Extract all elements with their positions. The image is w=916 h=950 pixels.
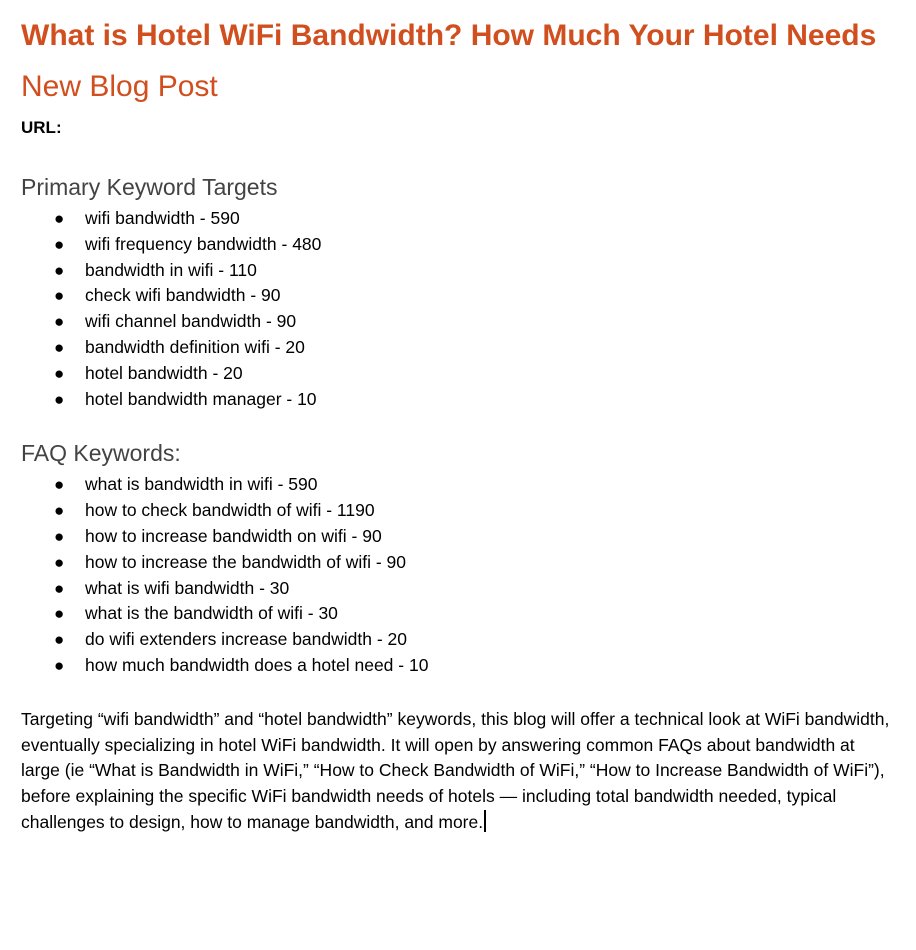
keyword-text: bandwidth definition wifi - 20 [85,336,305,357]
bullet-icon: ● [54,552,65,572]
keyword-text: wifi channel bandwidth - 90 [85,311,297,332]
list-item [21,627,901,653]
bullet-icon: ● [54,286,65,306]
bullet-icon: ● [54,234,65,254]
bullet-icon: ● [54,655,65,675]
keyword-text: bandwidth in wifi - 110 [85,259,257,280]
keyword-text: how much bandwidth does a hotel need - 10 [85,654,429,675]
summary-text: Targeting “wifi bandwidth” and “hotel bandwidth” keywords, this blog will offer a technical look at WiFi bandwidth, eventually specializing in hotel WiFi bandwidth. It will open by answering common FAQs about bandwidth at large (ie “What is Bandwidth in WiFi,” “How to Check Bandwidth of WiFi,” “How to Increase Bandwidth of WiFi”), before explaining the specific WiFi bandwidth needs of hotels — including total bandwidth needed, typical challenges to design, how to manage bandwidth, and more. [21,708,890,832]
primary-keywords-list [21,206,901,412]
keyword-text: how to increase bandwidth on wifi - 90 [85,525,382,546]
faq-keywords-list [21,472,901,678]
bullet-icon: ● [54,630,65,650]
keyword-text: how to check bandwidth of wifi - 1190 [85,500,375,521]
list-item [21,283,901,309]
list-item [21,576,901,602]
list-item [21,387,901,413]
keyword-text: what is wifi bandwidth - 30 [85,577,290,598]
keyword-text: what is bandwidth in wifi - 590 [85,474,318,495]
keyword-text: how to increase the bandwidth of wifi - 90 [85,551,407,572]
url-label: URL: [21,118,62,137]
keyword-text: do wifi extenders increase bandwidth - 20 [85,629,407,650]
bullet-icon: ● [54,260,65,280]
document-page[interactable] [21,0,901,836]
list-item [21,653,901,679]
list-item [21,498,901,524]
keyword-text: wifi frequency bandwidth - 480 [85,233,322,254]
bullet-icon: ● [54,337,65,357]
keyword-text: what is the bandwidth of wifi - 30 [85,603,338,624]
keyword-text: check wifi bandwidth - 90 [85,285,281,306]
list-item [21,258,901,284]
bullet-icon: ● [54,389,65,409]
list-item [21,472,901,498]
bullet-icon: ● [54,526,65,546]
list-item [21,601,901,627]
document-title: What is Hotel WiFi Bandwidth? How Much Your Hotel Needs [21,19,877,52]
keyword-text: hotel bandwidth manager - 10 [85,388,317,409]
document-subtitle: New Blog Post [21,70,218,103]
text-cursor [484,810,486,832]
list-item [21,361,901,387]
bullet-icon: ● [54,604,65,624]
summary-paragraph[interactable] [21,707,891,836]
faq-keywords-heading: FAQ Keywords: [21,440,181,467]
bullet-icon: ● [54,578,65,598]
keyword-text: hotel bandwidth - 20 [85,362,243,383]
primary-keywords-heading: Primary Keyword Targets [21,174,278,200]
list-item [21,232,901,258]
bullet-icon: ● [54,209,65,228]
list-item [21,335,901,361]
list-item [21,309,901,335]
list-item [21,524,901,550]
bullet-icon: ● [54,501,65,521]
bullet-icon: ● [54,475,65,495]
list-item [21,550,901,576]
bullet-icon: ● [54,363,65,383]
bullet-icon: ● [54,312,65,332]
keyword-text: wifi bandwidth - 590 [85,208,240,228]
list-item [21,206,901,232]
